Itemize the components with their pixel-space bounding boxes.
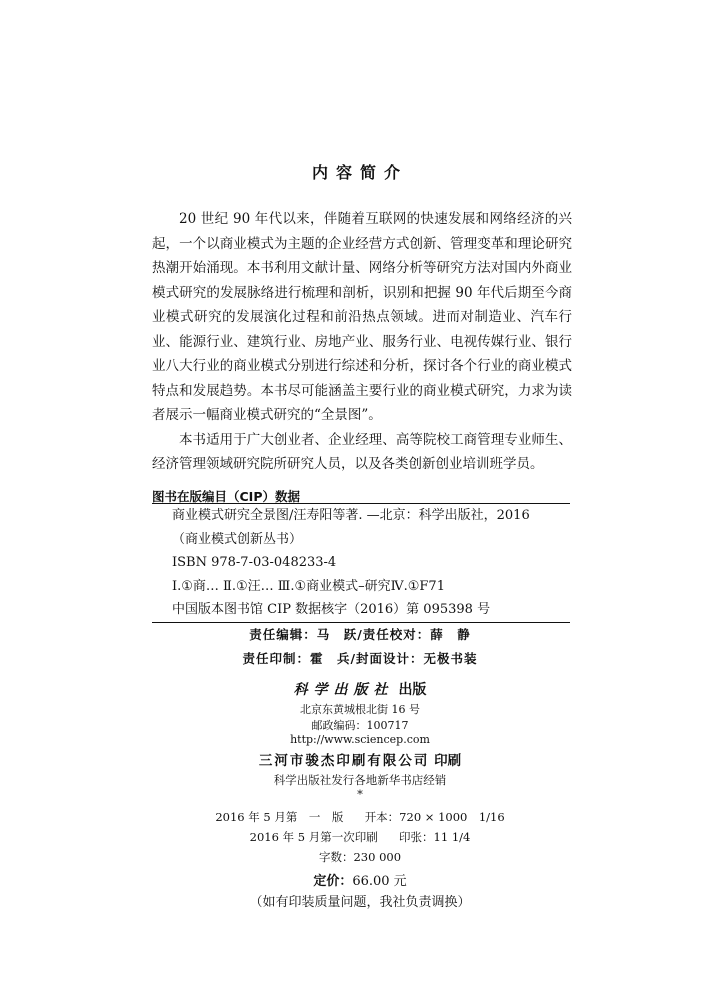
edition-text: 2016 年 5 月第 一 版 xyxy=(215,810,344,824)
printer-suffix: 印刷 xyxy=(434,753,462,769)
cip-data-block xyxy=(152,503,570,623)
distribution-line: 科学出版社发行各地新华书店经销 xyxy=(273,773,447,787)
editors-line-2: 责任印制：霍 兵/封面设计：无极书装 xyxy=(242,651,478,666)
editors-line-1: 责任编辑：马 跃/责任校对：薛 静 xyxy=(249,627,471,642)
words-line: 字数：230 000 xyxy=(318,850,402,864)
intro-paragraph-1: 20 世纪 90 年代以来，伴随着互联网的快速发展和网络经济的兴起，一个以商业模式为主题的企业经营方式创新、管理变革和理论研究热潮开始涌现。本书利用文献计量、网络分析等研究方法对国内外商业模式研究的发展脉络进行梳理和剖析，识别和把握 90 年代后期至今商业模式研究的发展演化过程和前沿热点领域。进而对制造业、汽车行业、能源行业、建筑行业、房地产业、服务行业、电视传媒行业、银行业八大行业的商业模式分别进行综述和分析，探讨各个行业的商业模式特点和发展趋势。本书尽可能涵盖主要行业的商业模式研究，力求为读者展示一幅商业模式研究的“全景图”。 xyxy=(152,211,572,423)
publisher-website: http://www.sciencep.com xyxy=(290,733,430,746)
printer-line xyxy=(0,749,720,769)
publisher-line xyxy=(0,679,720,699)
sheets-text: 印张：11 1/4 xyxy=(399,830,471,844)
separator-star: * xyxy=(357,787,363,801)
publisher-suffix: 出版 xyxy=(398,682,427,698)
return-note: （如有印装质量问题，我社负责调换） xyxy=(249,895,471,910)
price-label: 定价： xyxy=(313,874,353,889)
intro-section xyxy=(152,207,572,477)
publisher-name: 科学出版社 xyxy=(293,682,394,698)
intro-paragraph-2: 本书适用于广大创业者、企业经理、高等院校工商管理专业师生、经济管理领域研究院所研究人员，以及各类创新创业培训班学员。 xyxy=(152,431,572,472)
publisher-address: 北京东黄城根北街 16 号 xyxy=(300,703,420,716)
cip-line-title: 商业模式研究全景图/汪寿阳等著. —北京：科学出版社，2016 xyxy=(172,508,530,523)
printing-line xyxy=(0,829,720,845)
format-text: 开本：720 × 1000 1/16 xyxy=(364,810,505,824)
page-title: 内容简介 xyxy=(311,163,408,182)
price-value: 66.00 元 xyxy=(352,874,407,889)
cip-line-record: 中国版本图书馆 CIP 数据核字（2016）第 095398 号 xyxy=(172,602,491,617)
edition-line xyxy=(0,809,720,825)
cip-line-isbn: ISBN 978-7-03-048233-4 xyxy=(172,555,337,570)
printer-name: 三河市骏杰印刷有限公司 xyxy=(258,753,430,769)
publisher-postcode: 邮政编码：100717 xyxy=(311,719,409,732)
cip-line-classification: Ⅰ.①商… Ⅱ.①汪… Ⅲ.①商业模式–研究Ⅳ.①F71 xyxy=(172,578,445,594)
price-line xyxy=(0,870,720,889)
printing-text: 2016 年 5 月第一次印刷 xyxy=(249,830,378,844)
cip-line-series: （商业模式创新丛书） xyxy=(172,531,303,547)
cip-header: 图书在版编目（CIP）数据 xyxy=(152,489,300,504)
